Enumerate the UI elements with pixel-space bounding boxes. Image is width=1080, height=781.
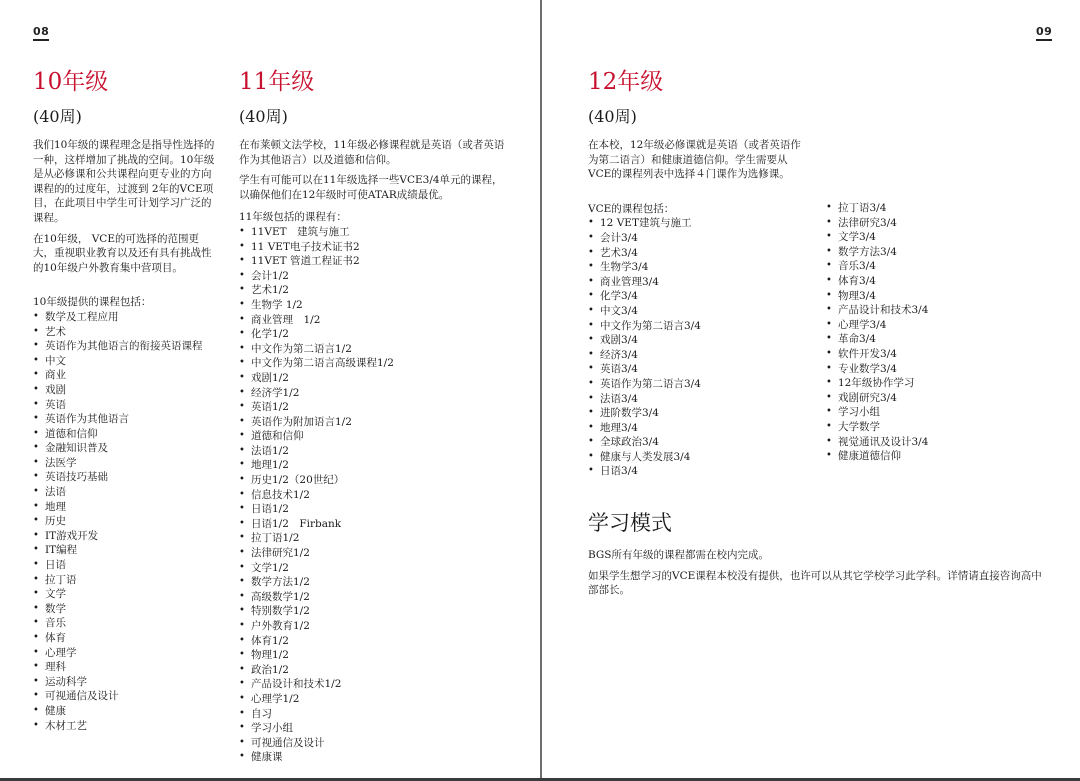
course-item: • 地理	[33, 500, 218, 515]
course-item: • 拉丁语1/2	[239, 531, 519, 546]
course-item: • 道德和信仰	[239, 429, 519, 444]
course-item: • 户外教育1/2	[239, 619, 519, 634]
course-item: • 法语	[33, 485, 218, 500]
course-item: • 戏剧研究3/4	[826, 391, 1046, 406]
course-item: • 中文	[33, 354, 218, 369]
course-item: • 英语作为其他语言的衔接英语课程	[33, 339, 218, 354]
course-item: • 戏剧	[33, 383, 218, 398]
course-item: • 特别数学1/2	[239, 604, 519, 619]
course-item: • 艺术	[33, 325, 218, 340]
course-item: • IT游戏开发	[33, 529, 218, 544]
grade10-title: 10年级	[33, 69, 109, 95]
course-item: • 数学方法1/2	[239, 575, 519, 590]
course-item: • 体育3/4	[826, 274, 1046, 289]
course-item: • 法语1/2	[239, 444, 519, 459]
course-item: • 健康	[33, 704, 218, 719]
page-number-left: 08	[33, 26, 49, 41]
course-item: • 历史	[33, 514, 218, 529]
page-number-right: 09	[1036, 26, 1052, 41]
course-item: • 道德和信仰	[33, 427, 218, 442]
course-item: • 健康与人类发展3/4	[588, 450, 808, 465]
course-item: • 木材工艺	[33, 719, 218, 734]
course-item: • 会计3/4	[588, 231, 808, 246]
course-item: • 全球政治3/4	[588, 435, 808, 450]
course-item: • 艺术3/4	[588, 246, 808, 261]
course-item: • 自习	[239, 707, 519, 722]
course-item: • 法律研究1/2	[239, 546, 519, 561]
grade12-column	[588, 68, 808, 479]
course-item: • 中文作为第二语言高级课程1/2	[239, 356, 519, 371]
course-item: • 日语3/4	[588, 464, 808, 479]
course-item: • 历史1/2（20世纪）	[239, 473, 519, 488]
grade12-course-list-2	[826, 201, 1046, 464]
course-item: • 数学及工程应用	[33, 310, 218, 325]
course-item: • 体育	[33, 631, 218, 646]
course-item: • 信息技术1/2	[239, 488, 519, 503]
course-item: • 中文作为第二语言1/2	[239, 342, 519, 357]
course-item: • 拉丁语	[33, 573, 218, 588]
course-item: • 音乐3/4	[826, 259, 1046, 274]
course-item: • 健康课	[239, 750, 519, 765]
course-item: • 生物学 1/2	[239, 298, 519, 313]
grade10-column	[33, 68, 218, 733]
grade12-list-title: VCE的课程包括：	[588, 202, 675, 215]
grade10-weeks: (40周)	[33, 107, 82, 126]
course-item: • 商业管理3/4	[588, 275, 808, 290]
course-item: • 戏剧1/2	[239, 371, 519, 386]
course-item: • 英语技巧基础	[33, 470, 218, 485]
course-item: • 可视通信及设计	[239, 736, 519, 751]
course-item: • 革命3/4	[826, 332, 1046, 347]
course-item: • 物理3/4	[826, 289, 1046, 304]
course-item: • 音乐	[33, 616, 218, 631]
course-item: • 金融知识普及	[33, 441, 218, 456]
course-item: • 生物学3/4	[588, 260, 808, 275]
course-item: • 经济学1/2	[239, 386, 519, 401]
course-item: • 产品设计和技术3/4	[826, 303, 1046, 318]
grade10-course-list	[33, 310, 218, 733]
study-mode-para-1: BGS所有年级的课程都需在校内完成。	[588, 549, 769, 561]
course-item: • 软件开发3/4	[826, 347, 1046, 362]
course-item: • 12年级协作学习	[826, 376, 1046, 391]
course-item: • 大学数学	[826, 420, 1046, 435]
course-item: • 进阶数学3/4	[588, 406, 808, 421]
grade11-list-title: 11年级包括的课程有：	[239, 211, 347, 224]
course-item: • 政治1/2	[239, 663, 519, 678]
grade11-weeks: (40周)	[239, 107, 288, 126]
course-item: • 艺术1/2	[239, 283, 519, 298]
course-item: • 法律研究3/4	[826, 216, 1046, 231]
course-item: • 专业数学3/4	[826, 362, 1046, 377]
course-item: • 法语3/4	[588, 392, 808, 407]
right-page	[542, 0, 1080, 781]
course-item: • 拉丁语3/4	[826, 201, 1046, 216]
course-item: • 中文作为第二语言3/4	[588, 319, 808, 334]
course-item: • 日语1/2 Firbank	[239, 517, 519, 532]
grade11-column	[239, 68, 519, 765]
course-item: • 英语作为附加语言1/2	[239, 415, 519, 430]
course-item: • 戏剧3/4	[588, 333, 808, 348]
grade12-column-2	[826, 201, 1046, 464]
course-item: • 英语	[33, 398, 218, 413]
study-mode-section	[588, 510, 1048, 604]
course-item: • 理科	[33, 660, 218, 675]
course-item: • 体育1/2	[239, 634, 519, 649]
course-item: • 心理学	[33, 646, 218, 661]
course-item: • 产品设计和技术1/2	[239, 677, 519, 692]
course-item: • 学习小组	[826, 405, 1046, 420]
course-item: • 物理1/2	[239, 648, 519, 663]
course-item: • 日语	[33, 558, 218, 573]
course-item: • 化学1/2	[239, 327, 519, 342]
course-item: • 心理学3/4	[826, 318, 1046, 333]
course-item: • 11VET 建筑与施工	[239, 225, 519, 240]
course-item: • 英语1/2	[239, 400, 519, 415]
course-item: • 英语作为其他语言	[33, 412, 218, 427]
study-mode-para-2: 如果学生想学习的VCE课程本校没有提供，也许可以从其它学校学习此学科。详情请直接咨询高中部部长。	[588, 569, 1042, 597]
grade10-intro-2: 在10年级， VCE的可选择的范围更大，重视职业教育以及还有具有挑战性的10年级户外教育集中营项目。	[33, 232, 212, 274]
course-item: • 英语作为第二语言3/4	[588, 377, 808, 392]
course-item: • 文学1/2	[239, 561, 519, 576]
course-item: • 英语3/4	[588, 362, 808, 377]
course-item: • 11 VET电子技术证书2	[239, 240, 519, 255]
study-mode-title: 学习模式	[588, 511, 672, 535]
grade12-course-list-1	[588, 216, 808, 479]
grade11-title: 11年级	[239, 69, 315, 95]
course-item: • 经济3/4	[588, 348, 808, 363]
course-item: • 12 VET建筑与施工	[588, 216, 808, 231]
grade11-intro-2: 学生有可能可以在11年级选择一些VCE3/4单元的课程，以确保他们在12年级时可使ATAR成绩最优。	[239, 174, 503, 201]
course-item: • 地理1/2	[239, 458, 519, 473]
course-item: • 11VET 管道工程证书2	[239, 254, 519, 269]
grade12-title: 12年级	[588, 69, 664, 95]
course-item: • IT编程	[33, 543, 218, 558]
course-item: • 文学3/4	[826, 230, 1046, 245]
course-item: • 日语1/2	[239, 502, 519, 517]
grade10-list-title: 10年级提供的课程包括：	[33, 296, 152, 309]
grade10-intro-1: 我们10年级的课程理念是指导性选择的一种，这样增加了挑战的空间。10年级是从必修课和公共课程向更专业的方向课程的的过度年，过渡到 2年的VCE项目，在此项目中学生可计划学习广泛的课程。	[33, 139, 215, 224]
course-item: • 文学	[33, 587, 218, 602]
course-item: • 高级数学1/2	[239, 590, 519, 605]
course-item: • 地理3/4	[588, 421, 808, 436]
course-item: • 心理学1/2	[239, 692, 519, 707]
course-item: • 中文3/4	[588, 304, 808, 319]
course-item: • 运动科学	[33, 675, 218, 690]
course-item: • 数学方法3/4	[826, 245, 1046, 260]
course-item: • 可视通信及设计	[33, 689, 218, 704]
course-item: • 化学3/4	[588, 289, 808, 304]
grade11-course-list	[239, 225, 519, 765]
course-item: • 商业管理 1/2	[239, 313, 519, 328]
course-item: • 视觉通讯及设计3/4	[826, 435, 1046, 450]
grade12-weeks: (40周)	[588, 107, 637, 126]
course-item: • 商业	[33, 368, 218, 383]
course-item: • 法医学	[33, 456, 218, 471]
course-item: • 学习小组	[239, 721, 519, 736]
course-item: • 数学	[33, 602, 218, 617]
grade11-intro-1: 在布莱顿文法学校，11年级必修课程就是英语（或者英语作为其他语言）以及道德和信仰。	[239, 139, 505, 166]
course-item: • 会计1/2	[239, 269, 519, 284]
course-item: • 健康道德信仰	[826, 449, 1046, 464]
grade12-intro: 在本校，12年级必修课就是英语（或者英语作为第二语言）和健康道德信仰。学生需要从VCE的课程列表中选择４门课作为选修课。	[588, 139, 801, 181]
